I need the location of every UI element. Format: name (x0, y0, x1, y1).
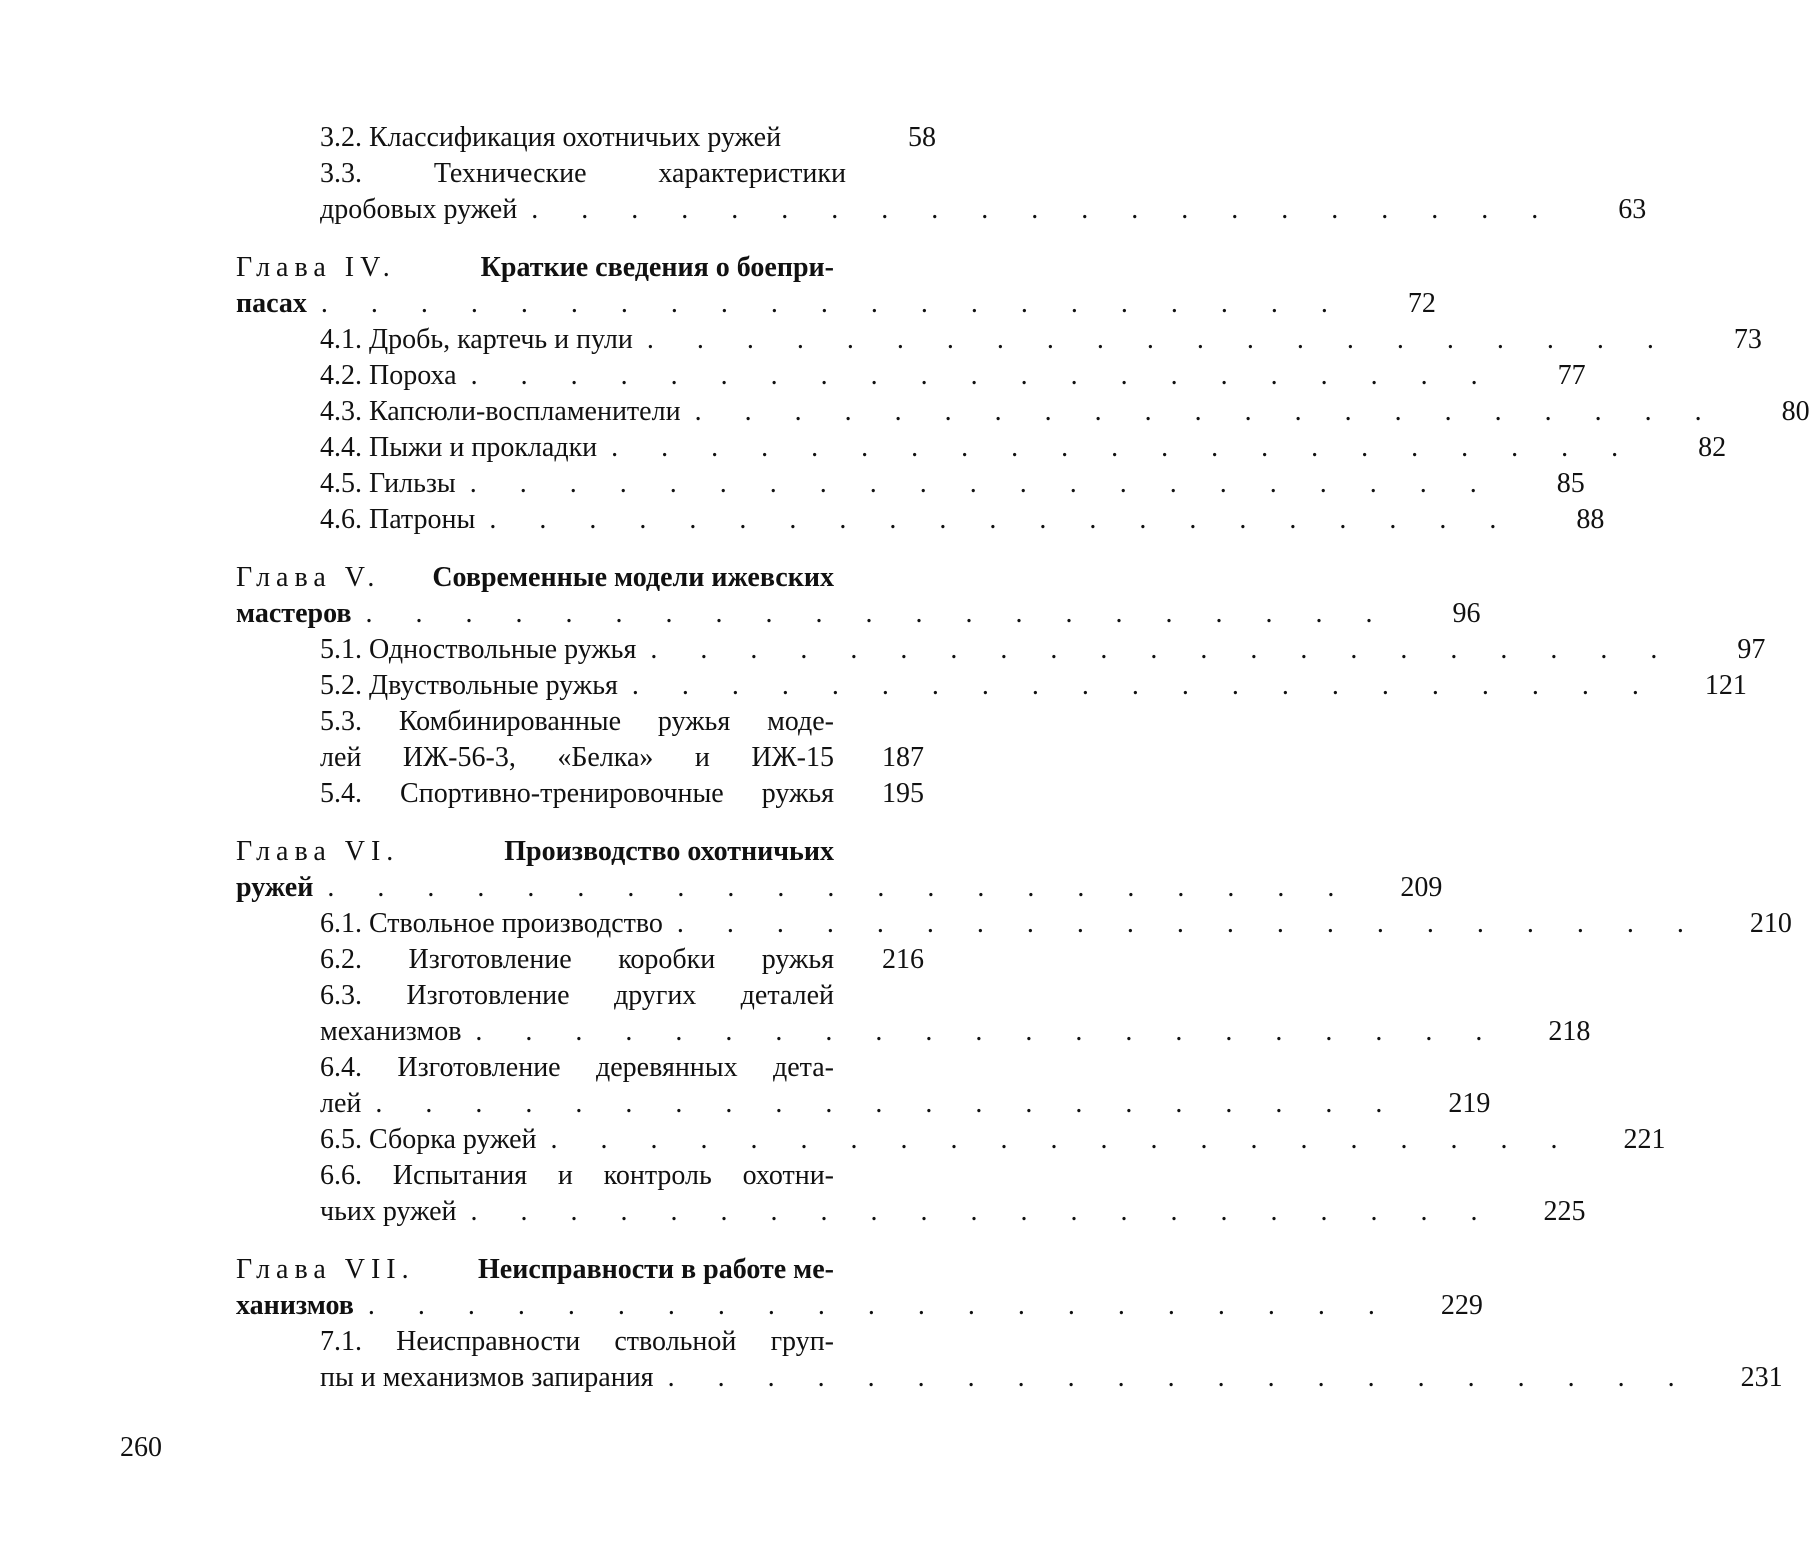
toc-entry-6-6-line1[interactable] (236, 1158, 936, 1194)
chapter-label: Глава VII. (236, 1252, 415, 1288)
chapter-5-heading-line2[interactable] (236, 596, 936, 632)
chapter-title: пасах (236, 286, 307, 322)
toc-entry-page: 97 (1675, 632, 1765, 668)
toc-entry-text: 5.1. Одноствольные ружья (320, 632, 636, 668)
toc-entry-page: 219 (1400, 1086, 1490, 1122)
dot-leader: . . . . . . . . . . . . . . . . . . . . . (597, 430, 1636, 466)
table-of-contents (236, 120, 936, 1396)
toc-entry-6-4-line1[interactable] (236, 1050, 936, 1086)
dot-leader: . . . . . . . . . . . . . . . . . . . . . (361, 1086, 1400, 1122)
toc-entry-text: лей ИЖ-56-3, «Белка» и ИЖ-15 (320, 740, 834, 776)
toc-entry-page: 77 (1496, 358, 1586, 394)
toc-entry-page: 58 (846, 120, 936, 156)
chapter-7-heading-line2[interactable] (236, 1288, 936, 1324)
dot-leader: . . . . . . . . . . . . . . . . . . . . . (681, 394, 1720, 430)
toc-entry-text: 7.1. Неисправности ствольной груп- (320, 1324, 834, 1360)
dot-leader: . . . . . . . . . . . . . . . . . . . . . (354, 1288, 1393, 1324)
toc-entry-page: 209 (1352, 870, 1442, 906)
toc-entry-page: 229 (1393, 1288, 1483, 1324)
dot-leader: . . . . . . . . . . . . . . . . . . . . . (654, 1360, 1693, 1396)
dot-leader: . . . . . . . . . . . . . . . . . . . . . (457, 1194, 1496, 1230)
chapter-title: Неисправности в работе ме- (478, 1252, 834, 1288)
chapter-title: ружей (236, 870, 313, 906)
toc-entry-page: 85 (1495, 466, 1585, 502)
toc-entry-6-6-line2[interactable] (236, 1194, 936, 1230)
toc-entry-text: 6.1. Ствольное производство (320, 906, 663, 942)
toc-entry-4-2[interactable] (236, 358, 936, 394)
toc-entry-text: дробовых ружей (320, 192, 517, 228)
toc-entry-page: 73 (1672, 322, 1762, 358)
toc-entry-text: чьих ружей (320, 1194, 457, 1230)
toc-entry-6-5[interactable] (236, 1122, 936, 1158)
toc-entry-6-3-line1[interactable] (236, 978, 936, 1014)
toc-entry-page: 225 (1496, 1194, 1586, 1230)
toc-entry-text: 4.1. Дробь, картечь и пули (320, 322, 633, 358)
chapter-label: Глава VI. (236, 834, 399, 870)
toc-entry-text: 4.4. Пыжи и прокладки (320, 430, 597, 466)
toc-entry-page: 121 (1657, 668, 1747, 704)
toc-entry-page: 72 (1346, 286, 1436, 322)
dot-leader: . . . . . . . . . . . . . . . . . . . . . (456, 466, 1495, 502)
toc-entry-page: 82 (1636, 430, 1726, 466)
toc-entry-text: 5.2. Двуствольные ружья (320, 668, 618, 704)
dot-leader: . . . . . . . . . . . . . . . . . . . . . (461, 1014, 1500, 1050)
toc-entry-page: 210 (1702, 906, 1792, 942)
toc-entry-text: 6.2. Изготовление коробки ружья (320, 942, 834, 978)
dot-leader: . . . . . . . . . . . . . . . . . . . . . (307, 286, 1346, 322)
dot-leader: . . . . . . . . . . . . . . . . . . . . . (352, 596, 1391, 632)
dot-leader: . . . . . . . . . . . . . . . . . . . . . (475, 502, 1514, 538)
toc-entry-3-3-line2[interactable] (236, 192, 936, 228)
toc-entry-page: 221 (1576, 1122, 1666, 1158)
dot-leader: . . . . . . . . . . . . . . . . . . . . . (517, 192, 1556, 228)
toc-entry-4-1[interactable] (236, 322, 936, 358)
toc-entry-text: 5.4. Спортивно-тренировочные ружья (320, 776, 834, 812)
toc-entry-page: 63 (1556, 192, 1646, 228)
dot-leader: . . . . . . . . . . . . . . . . . . . . . (313, 870, 1352, 906)
toc-entry-page: 187 (834, 740, 924, 776)
toc-entry-7-1-line1[interactable] (236, 1324, 936, 1360)
chapter-title: Современные модели ижевских (432, 560, 834, 596)
dot-leader: . . . . . . . . . . . . . . . . . . . . . (636, 632, 1675, 668)
toc-entry-text: 6.4. Изготовление деревянных дета- (320, 1050, 834, 1086)
toc-entry-text: 6.3. Изготовление других деталей (320, 978, 834, 1014)
dot-leader: . . . . . . . . . . . . . . . . . . . . . (633, 322, 1672, 358)
toc-entry-text: механизмов (320, 1014, 461, 1050)
toc-entry-text: 6.5. Сборка ружей (320, 1122, 537, 1158)
toc-entry-text: пы и механизмов запирания (320, 1360, 654, 1396)
chapter-title: мастеров (236, 596, 352, 632)
toc-entry-page: 96 (1391, 596, 1481, 632)
toc-entry-4-6[interactable] (236, 502, 936, 538)
toc-entry-4-5[interactable] (236, 466, 936, 502)
toc-entry-text: 6.6. Испытания и контроль охотни- (320, 1158, 834, 1194)
toc-entry-6-2[interactable] (236, 942, 936, 978)
dot-leader: . . . . . . . . . . . . . . . . . . . . . (618, 668, 1657, 704)
toc-entry-page: 80 (1720, 394, 1810, 430)
toc-entry-text: 4.3. Капсюли-воспламенители (320, 394, 681, 430)
chapter-title: Краткие сведения о боепри- (481, 250, 834, 286)
chapter-6-heading-line2[interactable] (236, 870, 936, 906)
toc-entry-page: 231 (1693, 1360, 1783, 1396)
toc-entry-text: 3.2. Классификация охотничьих ружей (320, 120, 781, 156)
toc-entry-5-4[interactable] (236, 776, 936, 812)
toc-entry-5-2[interactable] (236, 668, 936, 704)
toc-entry-3-3-line1[interactable] (236, 156, 936, 192)
toc-entry-5-3-line2[interactable] (236, 740, 936, 776)
toc-entry-page: 216 (834, 942, 924, 978)
page-number: 260 (120, 1432, 162, 1464)
chapter-4-heading[interactable] (236, 250, 936, 286)
chapter-title: Производство охотничьих (504, 834, 834, 870)
toc-entry-5-1[interactable] (236, 632, 936, 668)
toc-entry-text: 4.5. Гильзы (320, 466, 456, 502)
chapter-label: Глава V. (236, 560, 380, 596)
toc-entry-text: 5.3. Комбинированные ружья моде- (320, 704, 834, 740)
toc-entry-6-4-line2[interactable] (236, 1086, 936, 1122)
toc-entry-page: 195 (834, 776, 924, 812)
toc-entry-4-3[interactable] (236, 394, 936, 430)
toc-entry-text: лей (320, 1086, 361, 1122)
chapter-title: ханизмов (236, 1288, 354, 1324)
toc-entry-text: 4.6. Патроны (320, 502, 475, 538)
chapter-7-heading[interactable] (236, 1252, 936, 1288)
toc-entry-4-4[interactable] (236, 430, 936, 466)
chapter-6-heading[interactable] (236, 834, 936, 870)
toc-entry-text: 3.3. Технические характеристики (320, 156, 846, 192)
dot-leader: . . . . . . . . . . . . . . . . . . . . . (457, 358, 1496, 394)
toc-entry-5-3-line1[interactable] (236, 704, 936, 740)
dot-leader: . . . . . . . . . . . . . . . . . . . . . (537, 1122, 1576, 1158)
chapter-4-heading-line2[interactable] (236, 286, 936, 322)
toc-entry-3-2[interactable] (236, 120, 936, 156)
toc-entry-text: 4.2. Пороха (320, 358, 457, 394)
chapter-label: Глава IV. (236, 250, 396, 286)
dot-leader: . . . . . . . . . . . . . . . . . . . . . (663, 906, 1702, 942)
toc-entry-page: 218 (1500, 1014, 1590, 1050)
toc-entry-page: 88 (1514, 502, 1604, 538)
chapter-5-heading[interactable] (236, 560, 936, 596)
toc-entry-6-1[interactable] (236, 906, 936, 942)
toc-entry-7-1-line2[interactable] (236, 1360, 936, 1396)
toc-entry-6-3-line2[interactable] (236, 1014, 936, 1050)
